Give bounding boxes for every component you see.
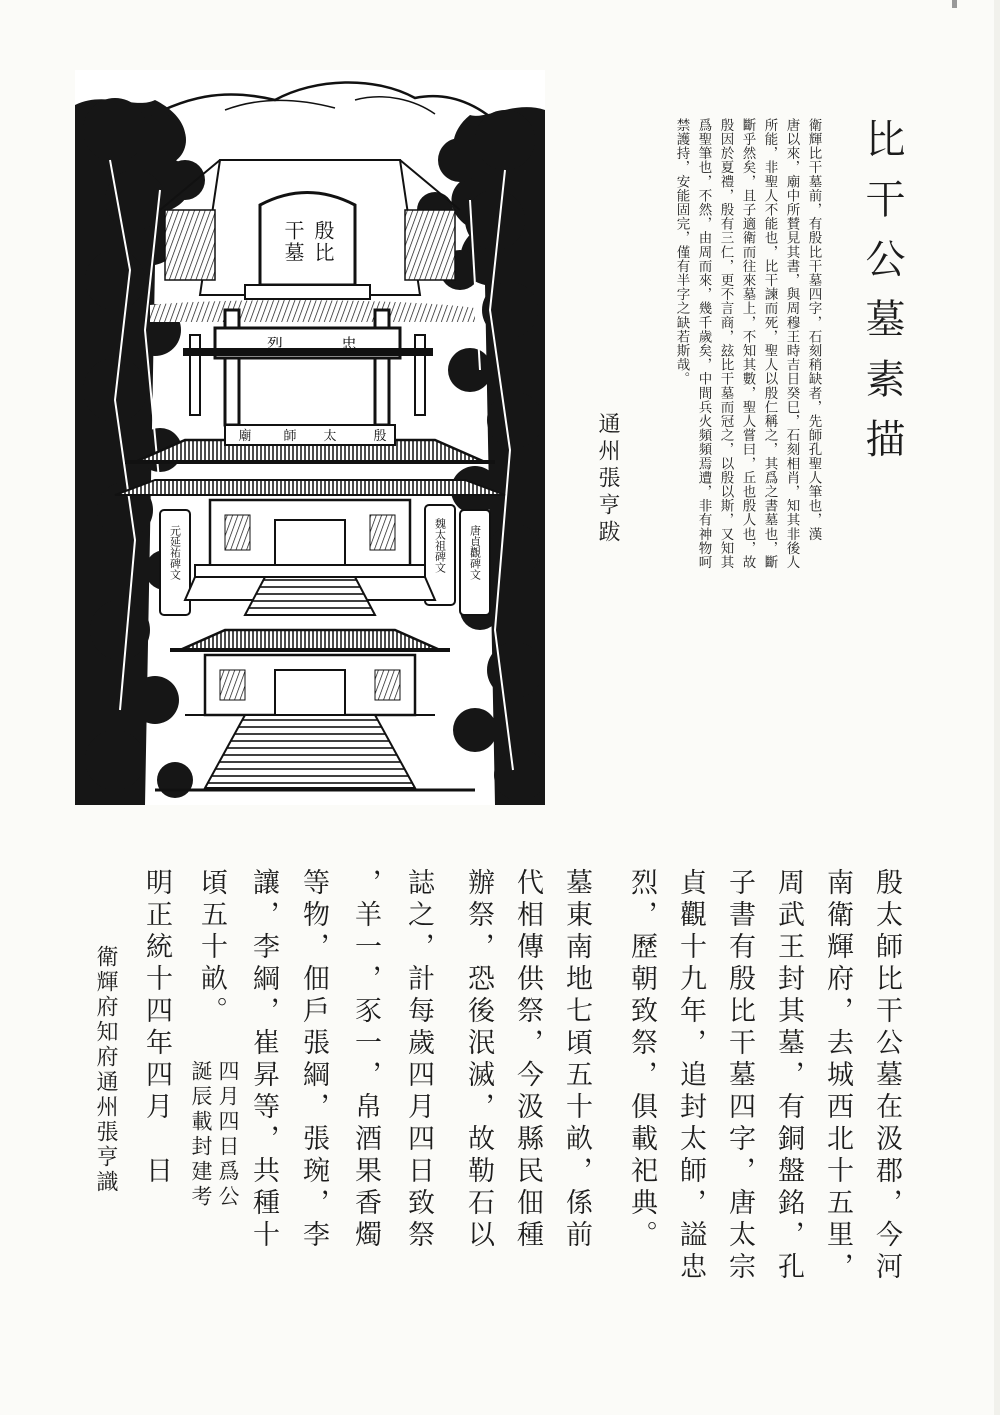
colophon-column-6: 爲聖筆也，不然，由周而來，幾千歲矣，中間兵火頻頻焉遭，非有神物呵: [695, 118, 712, 570]
hall-plaque-char-3: 師: [283, 429, 297, 444]
hall-plaque-char-4: 廟: [238, 429, 252, 444]
front-gate: [170, 630, 450, 715]
inscription-column-5: 貞觀十九年，追封太師，謚忠: [675, 868, 706, 1284]
inscription-column-3: 周武王封其墓，有銅盤銘，孔: [773, 868, 804, 1284]
archway-plaque-left: 烈: [266, 335, 284, 354]
colophon-column-5: 殷因於夏禮，殷有三仁，更不言商，玆比干墓而冠之，以殷以斯，又知其: [717, 118, 734, 570]
colophon-column-7: 禁護持，安能固完，僅有半字之缺若斯哉。: [673, 118, 690, 386]
colophon-column-2: 唐以來，廟中所賛見其書，與周穆王時吉日癸巳，石刻相肖，知其非後人: [783, 118, 800, 570]
inscription-column-10: 誌之，計每歲四月四日致祭: [403, 868, 434, 1252]
colophon-column-4: 斷乎然矣，且子適衛而往來墓上，不知其數，聖人嘗曰，丘也殷人也，故: [739, 118, 756, 570]
hall-plaque-char-2: 太: [323, 429, 337, 444]
inscription-column-12: 等物，佃戶張綱，張琬，李: [298, 868, 329, 1252]
temple-woodcut-illustration: [75, 70, 545, 805]
archway-plaque-right: 忠: [340, 335, 358, 354]
inscription-column-2: 南衛輝府，去城西北十五里，: [822, 868, 853, 1284]
inscription-column-6: 烈，歷朝致祭，俱載祀典。: [626, 868, 657, 1252]
inscription-column-7: 墓東南地七頃五十畝，係前: [561, 868, 592, 1252]
inscription-column-4: 子書有殷比干墓四字，唐太宗: [724, 868, 755, 1284]
inscription-column-13: 讓，李綱，崔昇等，共種十: [248, 868, 279, 1252]
tomb-stele-col-2: 干墓: [281, 220, 305, 264]
inscription-column-15: 明正統十四年四月 日: [141, 868, 172, 1188]
stele-center-text: 魏太祖碑文: [433, 518, 447, 573]
stele-right-text: 唐貞觀碑文: [468, 525, 482, 580]
inscription-column-1: 殷太師比干公墓在汲郡，今河: [871, 868, 902, 1284]
tomb-stele: [245, 193, 370, 300]
inscription-note-column-1: 四月四日爲公: [216, 1060, 240, 1210]
colophon-signature: 通州張亨跋: [595, 412, 620, 547]
colophon-column-3: 所能，非聖人不能也，比干諫而死，聖人以殷仁稱之，其爲之書墓也，斷: [761, 118, 778, 570]
page-corner-mark: [952, 0, 957, 8]
inscription-column-8: 代相傳供祭，今汲縣民佃種: [512, 868, 543, 1252]
inscription-column-11: ，羊一，豕一，帛酒果香燭: [350, 868, 381, 1252]
inscription-signature: 衛輝府知府通州張亨識: [93, 945, 118, 1195]
colophon-column-1: 衛輝比干墓前，有殷比干墓四字，石刻稍缺者，先師孔聖人筆也，漢: [805, 118, 822, 541]
page-edge: [994, 0, 1000, 1415]
stele-left-text: 元延祐碑文: [168, 525, 182, 580]
hall-plaque-char-1: 殷: [373, 429, 387, 444]
tomb-stele-col-1: 殷比: [311, 220, 335, 264]
inscription-note-column-2: 誕辰載封建考: [189, 1060, 213, 1210]
page-title: 比干公墓素描: [859, 118, 905, 478]
inscription-column-9: 辦祭，恐後泯滅，故勒石以: [463, 868, 494, 1252]
inscription-column-14: 頃五十畝。: [196, 868, 227, 1028]
